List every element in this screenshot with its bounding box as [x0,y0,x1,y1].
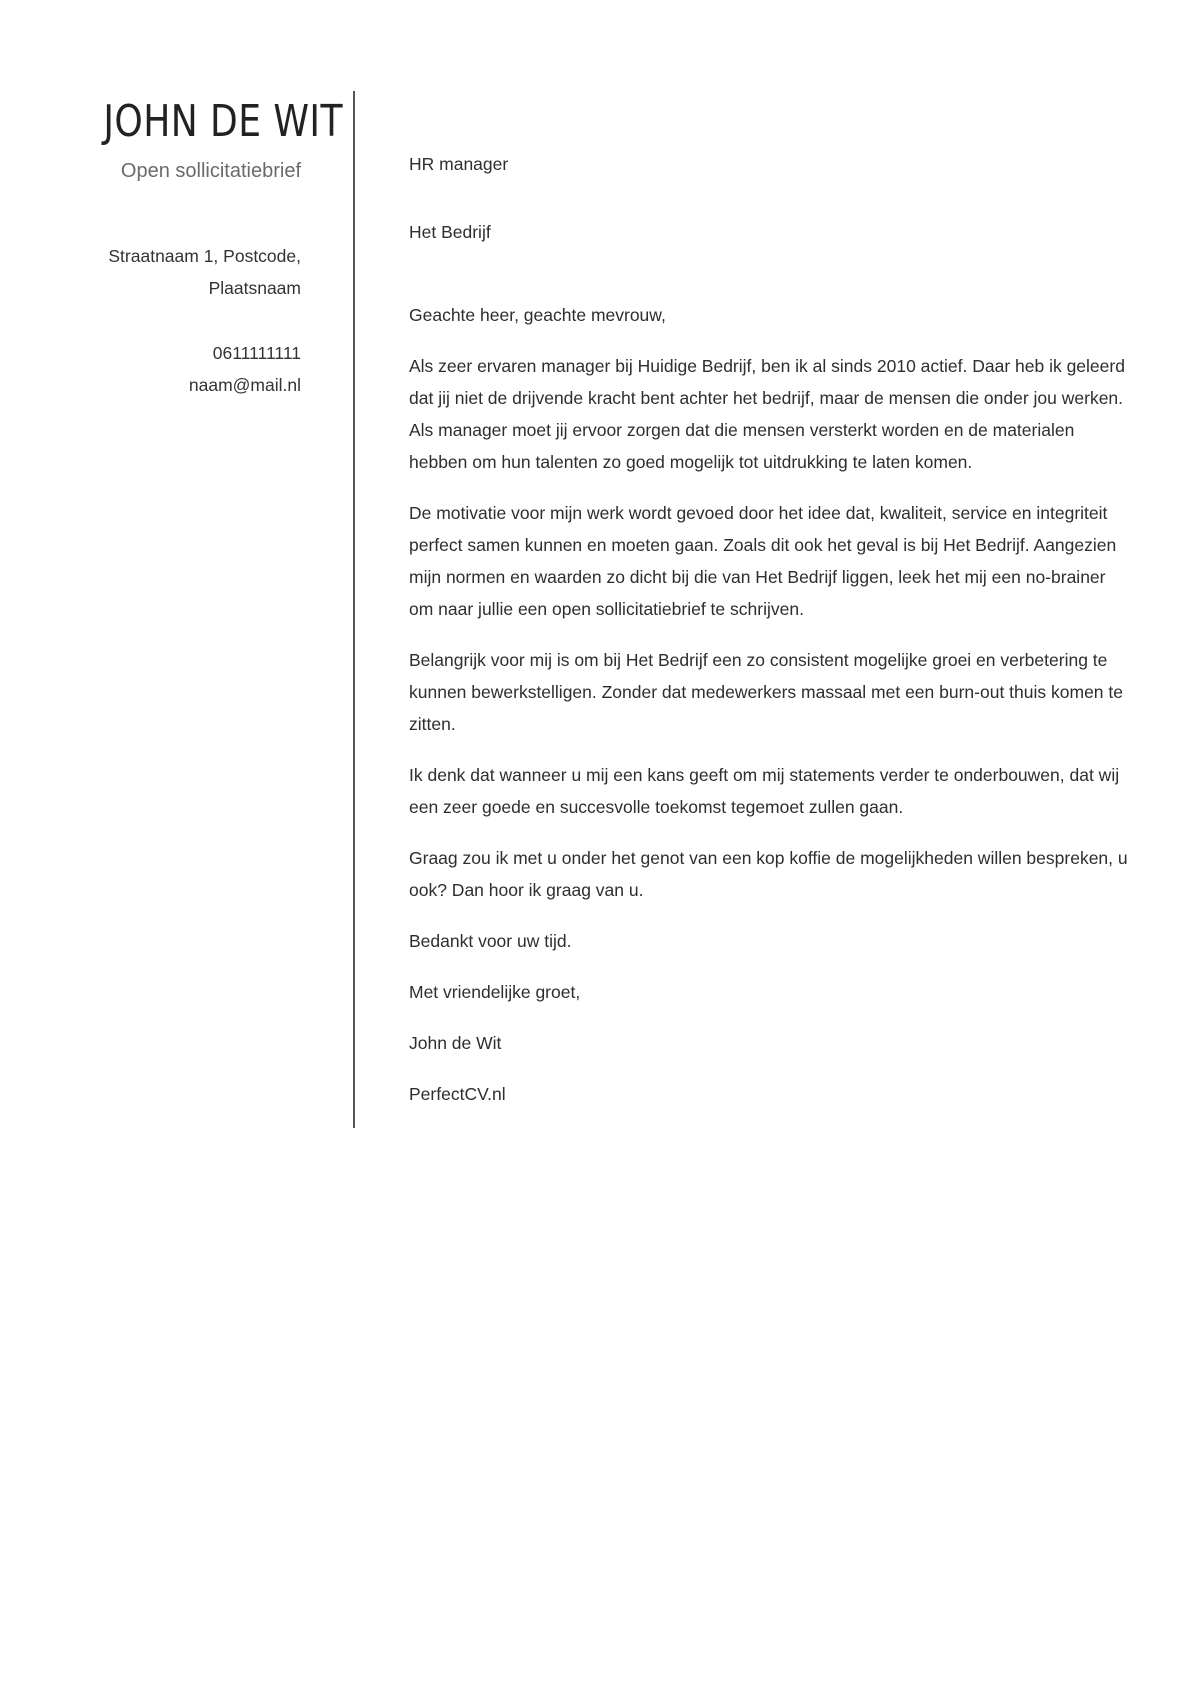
signature: John de Wit [409,1033,502,1053]
sender-sidebar [60,96,343,401]
paragraph-2: De motivatie voor mijn werk wordt gevoed door het idee dat, kwaliteit, service en integriteit perfect samen kunnen en moeten gaan. Zoals dit ook het geval is bij Het Bedrijf. Aangezien mijn normen en waarden zo dicht bij die van Het Bedrijf liggen, leek het mij een no-brainer om naar jullie een open sollicitatiebrief te schrijven. [409,503,1117,619]
salutation: Geachte heer, geachte mevrouw, [409,305,666,325]
sender-name: JOHN DE WIT [103,96,343,147]
sender-email: naam@mail.nl [188,375,301,395]
address-line-2: Plaatsnaam [208,278,301,298]
document-subtitle: Open sollicitatiebrief [120,160,301,182]
paragraph-5: Graag zou ik met u onder het genot van een kop koffie de mogelijkheden willen bespreken, u ook? Dan hoor ik graag van u. [409,848,1128,900]
recipient-company: Het Bedrijf [409,222,491,242]
letter-body [409,148,1129,1129]
thanks-line: Bedankt voor uw tijd. [409,931,572,951]
address-line-1: Straatnaam 1, Postcode, [108,246,301,266]
paragraph-1: Als zeer ervaren manager bij Huidige Bedrijf, ben ik al sinds 2010 actief. Daar heb ik geleerd dat jij niet de drijvende kracht bent achter het bedrijf, maar de mensen die onder jou werken. Als manager moet jij ervoor zorgen dat die mensen versterkt worden en de materialen hebben om hun talenten zo goed mogelijk tot uitdrukking te laten komen. [409,356,1125,472]
sender-address [60,240,301,304]
paragraph-4: Ik denk dat wanneer u mij een kans geeft om mij statements verder te onderbouwen, dat wij een zeer goede en succesvolle toekomst tegemoet zullen gaan. [409,765,1120,817]
footer-brand: PerfectCV.nl [409,1084,506,1104]
sender-contact [60,337,301,401]
sender-phone: 0611111111 [212,343,301,363]
recipient-role: HR manager [409,154,509,174]
closing-line: Met vriendelijke groet, [409,982,581,1002]
vertical-divider [353,91,355,1128]
paragraph-3: Belangrijk voor mij is om bij Het Bedrijf een zo consistent mogelijke groei en verbetering te kunnen bewerkstelligen. Zonder dat medewerkers massaal met een burn-out thuis komen te zitten. [409,650,1123,734]
